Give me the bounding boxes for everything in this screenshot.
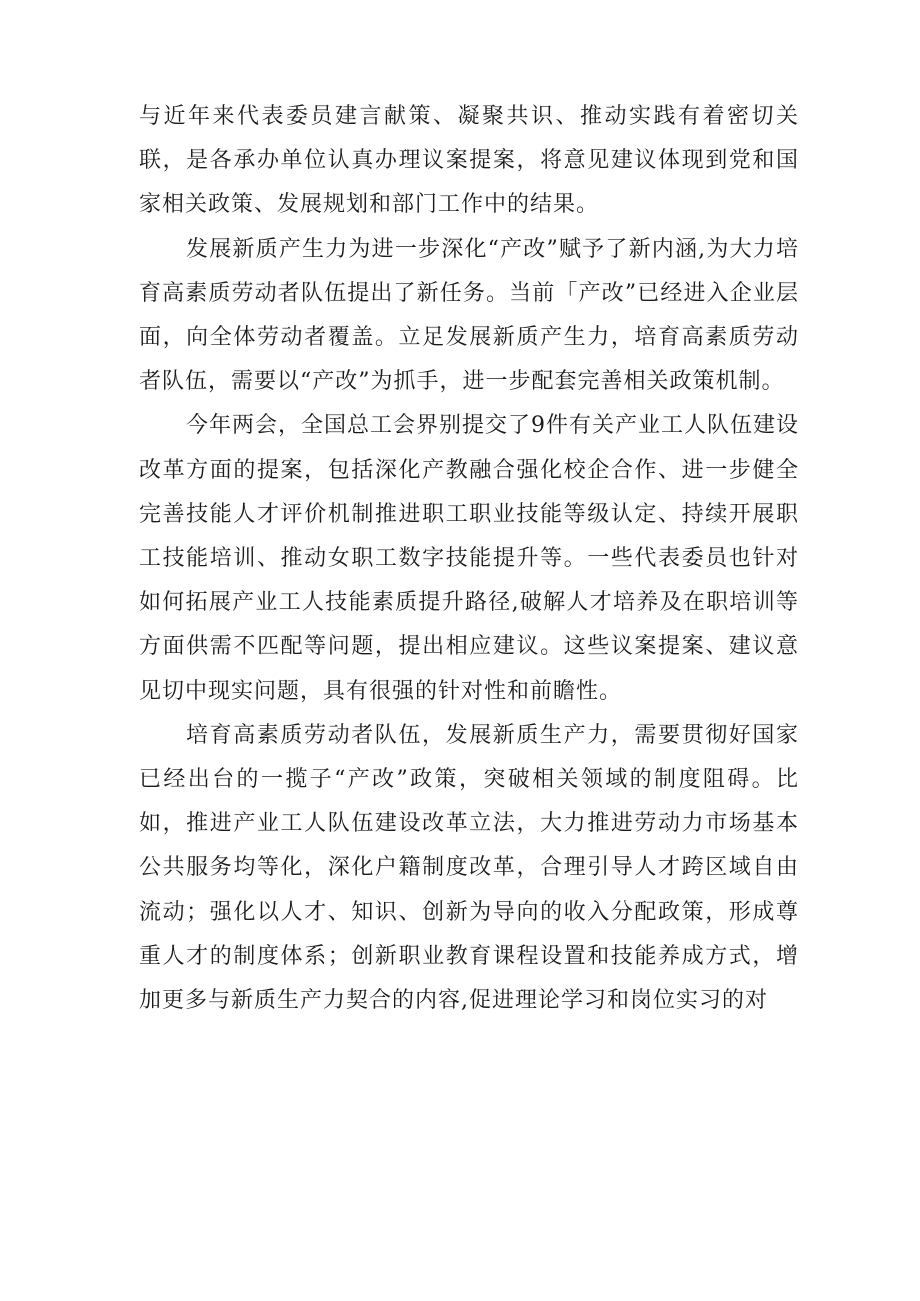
paragraph-2: 发展新质产生力为进一步深化“产改”赋予了新内涵,为大力培育高素质劳动者队伍提出了新任务。当前「产改”已经进入企业层面，向全体劳动者覆盖。立足发展新质产生力，培育高素质劳动者队伍，需要以“产改”为抓手，进一步配套完善相关政策机制。 bbox=[139, 236, 799, 395]
paragraph-1: 与近年来代表委员建言献策、凝聚共识、推动实践有着密切关联，是各承办单位认真办理议案提案，将意见建议体现到党和国家相关政策、发展规划和部门工作中的结果。 bbox=[139, 104, 799, 218]
paragraph-3: 今年两会，全国总工会界别提交了9件有关产业工人队伍建设改革方面的提案，包括深化产教融合强化校企合作、进一步健全完善技能人才评价机制推进职工职业技能等级认定、持续开展职工技能培训、推动女职工数字技能提升等。一些代表委员也针对如何拓展产业工人技能素质提升路径,破解人才培养及在职培训等方面供需不匹配等问题，提出相应建议。这些议案提案、建议意见切中现实问题，具有很强的针对性和前瞻性。 bbox=[139, 413, 799, 704]
paragraph-4: 培育高素质劳动者队伍，发展新质生产力，需要贯彻好国家已经出台的一揽子“产改”政策，突破相关领域的制度阻碍。比如，推进产业工人队伍建设改革立法，大力推进劳动力市场基本公共服务均等化，深化户籍制度改革，合理引导人才跨区域自由流动；强化以人才、知识、创新为导向的收入分配政策，形成尊重人才的制度体系；创新职业教育课程设置和技能养成方式，增加更多与新质生产力契合的内容,促进理论学习和岗位实习的对 bbox=[139, 722, 799, 1014]
document-page bbox=[139, 95, 799, 1023]
